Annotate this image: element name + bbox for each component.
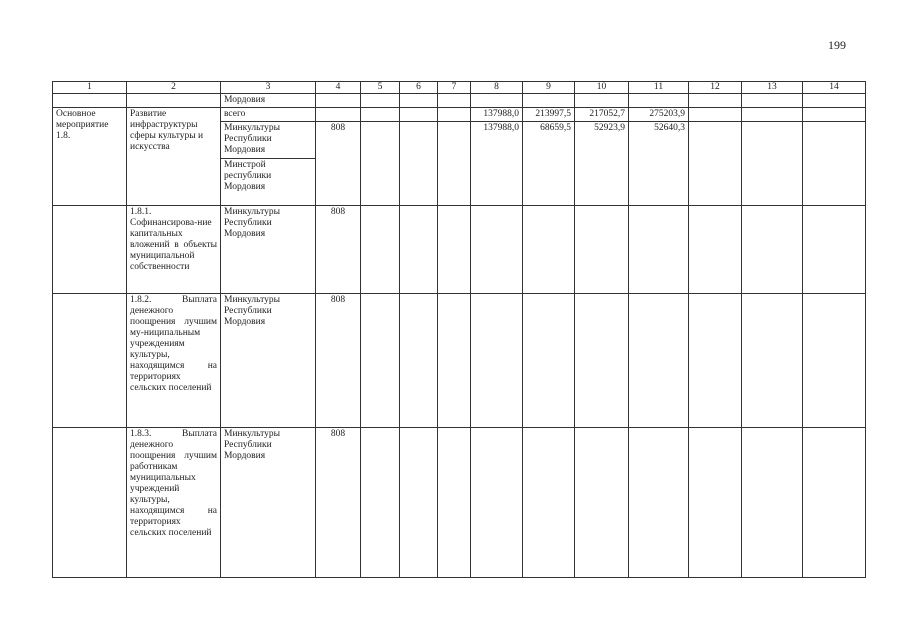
value-cell: 217052,7 — [575, 108, 629, 122]
header-cell: 5 — [361, 82, 400, 94]
value-cell: 275203,9 — [629, 108, 689, 122]
subactivity-description: 1.8.1. Софинансирова-ние капитальных вложений в объекты муниципальной собственности — [127, 206, 221, 294]
value-cell: 52923,9 — [575, 122, 629, 206]
header-cell: 9 — [523, 82, 575, 94]
column-number-row — [53, 82, 866, 94]
header-cell: 3 — [221, 82, 316, 94]
budget-table — [52, 81, 866, 578]
header-cell: 1 — [53, 82, 127, 94]
subactivity-description: 1.8.2. Выплата денежного поощрения лучшим му-ниципальным учреждениям культуры, находящимся на территориях сельских поселений — [127, 294, 221, 428]
value-cell: 137988,0 — [471, 108, 523, 122]
value-cell: 213997,5 — [523, 108, 575, 122]
executor-name: Минкультуры Республики Мордовия — [221, 206, 316, 294]
table-row — [53, 206, 866, 294]
header-cell: 7 — [438, 82, 471, 94]
table-row — [53, 94, 866, 108]
value-cell: 137988,0 — [471, 122, 523, 206]
table-row — [53, 428, 866, 578]
budget-code: 808 — [316, 206, 361, 294]
budget-code: 808 — [316, 122, 361, 206]
header-cell: 13 — [742, 82, 803, 94]
header-cell: 11 — [629, 82, 689, 94]
table-row — [53, 294, 866, 428]
executor-name: Минкультуры Республики Мордовия — [221, 294, 316, 428]
page-number: 199 — [828, 38, 846, 52]
budget-code: 808 — [316, 294, 361, 428]
activity-label: Основное мероприятие 1.8. — [53, 108, 127, 206]
activity-description: Развитие инфраструктуры сферы культуры и искусства — [127, 108, 221, 206]
executor-name: Минкультуры Республики Мордовия — [224, 123, 281, 155]
executor-name: Минкультуры Республики Мордовия — [221, 428, 316, 578]
table-row — [53, 108, 866, 122]
header-cell: 12 — [689, 82, 742, 94]
total-label: всего — [221, 108, 316, 122]
budget-code: 808 — [316, 428, 361, 578]
header-cell: 4 — [316, 82, 361, 94]
header-cell: 6 — [400, 82, 438, 94]
subactivity-description: 1.8.3. Выплата денежного поощрения лучшим работникам муниципальных учреждений культуры, находящимся на территориях сельских поселений — [127, 428, 221, 578]
header-cell: 14 — [803, 82, 866, 94]
header-cell: 10 — [575, 82, 629, 94]
header-cell: 8 — [471, 82, 523, 94]
executor-name: Минстрой республики Мордовия — [221, 158, 315, 194]
header-cell: 2 — [127, 82, 221, 94]
value-cell: 68659,5 — [523, 122, 575, 206]
continuation-text: Мордовия — [221, 94, 316, 108]
value-cell: 52640,3 — [629, 122, 689, 206]
